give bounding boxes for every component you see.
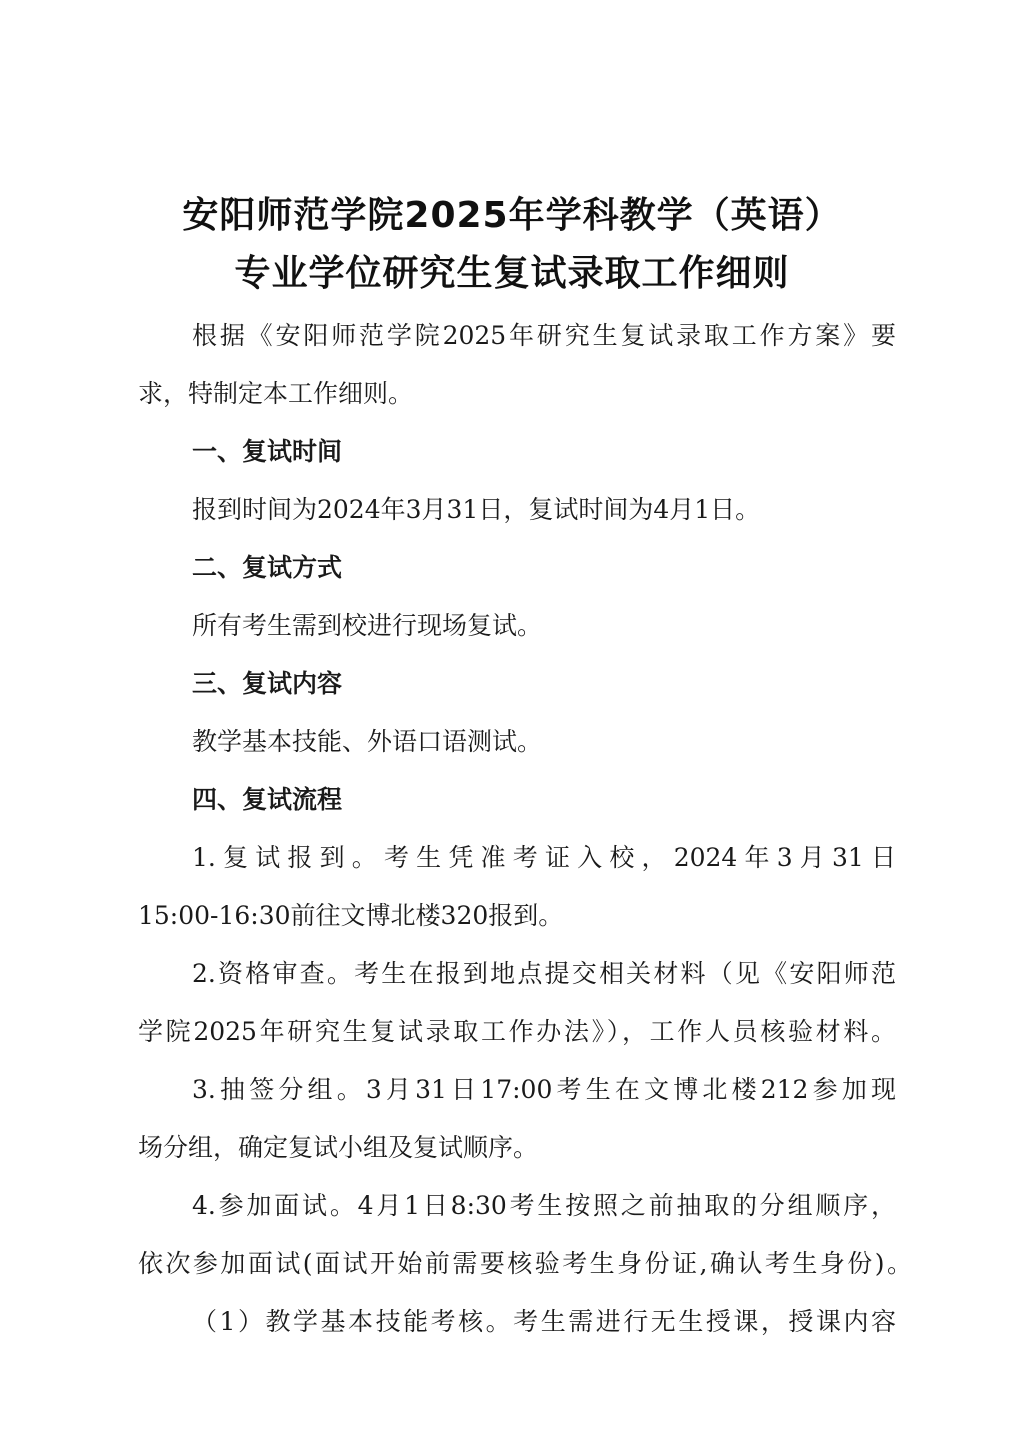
intro-line-2: 求，特制定本工作细则。: [138, 379, 414, 408]
process-step-1-line-2: 15:00-16:30前往文博北楼320报到。: [138, 901, 564, 930]
process-step-2-line-2: 学院2025年研究生复试录取工作办法》），工作人员核验材料。: [138, 1017, 896, 1046]
intro-line-1: 根据《安阳师范学院2025年研究生复试录取工作方案》要: [192, 321, 896, 350]
section-time-text: 报到时间为2024年3月31日，复试时间为4月1日。: [192, 495, 761, 524]
process-step-3-line-2: 场分组，确定复试小组及复试顺序。: [138, 1133, 539, 1162]
process-step-4-line-2: 依次参加面试(面试开始前需要核验考生身份证,确认考生身份)。: [138, 1249, 912, 1278]
section-content-heading: 三、复试内容: [192, 669, 343, 698]
process-step-1-line-1: 1.复试报到。考生凭准考证入校，2024年3月31日: [192, 843, 896, 872]
section-content-text: 教学基本技能、外语口语测试。: [192, 727, 543, 756]
section-method-text: 所有考生需到校进行现场复试。: [192, 611, 543, 640]
process-step-3-line-1: 3.抽签分组。3月31日17:00考生在文博北楼212参加现: [192, 1075, 896, 1104]
process-step-4-line-1: 4.参加面试。4月1日8:30考生按照之前抽取的分组顺序，: [192, 1191, 896, 1220]
section-time-heading: 一、复试时间: [192, 437, 343, 466]
section-process-heading: 四、复试流程: [192, 785, 343, 814]
document-title-line-2: 专业学位研究生复试录取工作细则: [234, 253, 790, 294]
process-sub-1-line-1: （1）教学基本技能考核。考生需进行无生授课，授课内容: [192, 1307, 896, 1336]
section-method-heading: 二、复试方式: [192, 553, 343, 582]
process-step-2-line-1: 2.资格审查。考生在报到地点提交相关材料（见《安阳师范: [192, 959, 896, 988]
document-title-line-1: 安阳师范学院2025年学科教学（英语）: [182, 195, 842, 236]
